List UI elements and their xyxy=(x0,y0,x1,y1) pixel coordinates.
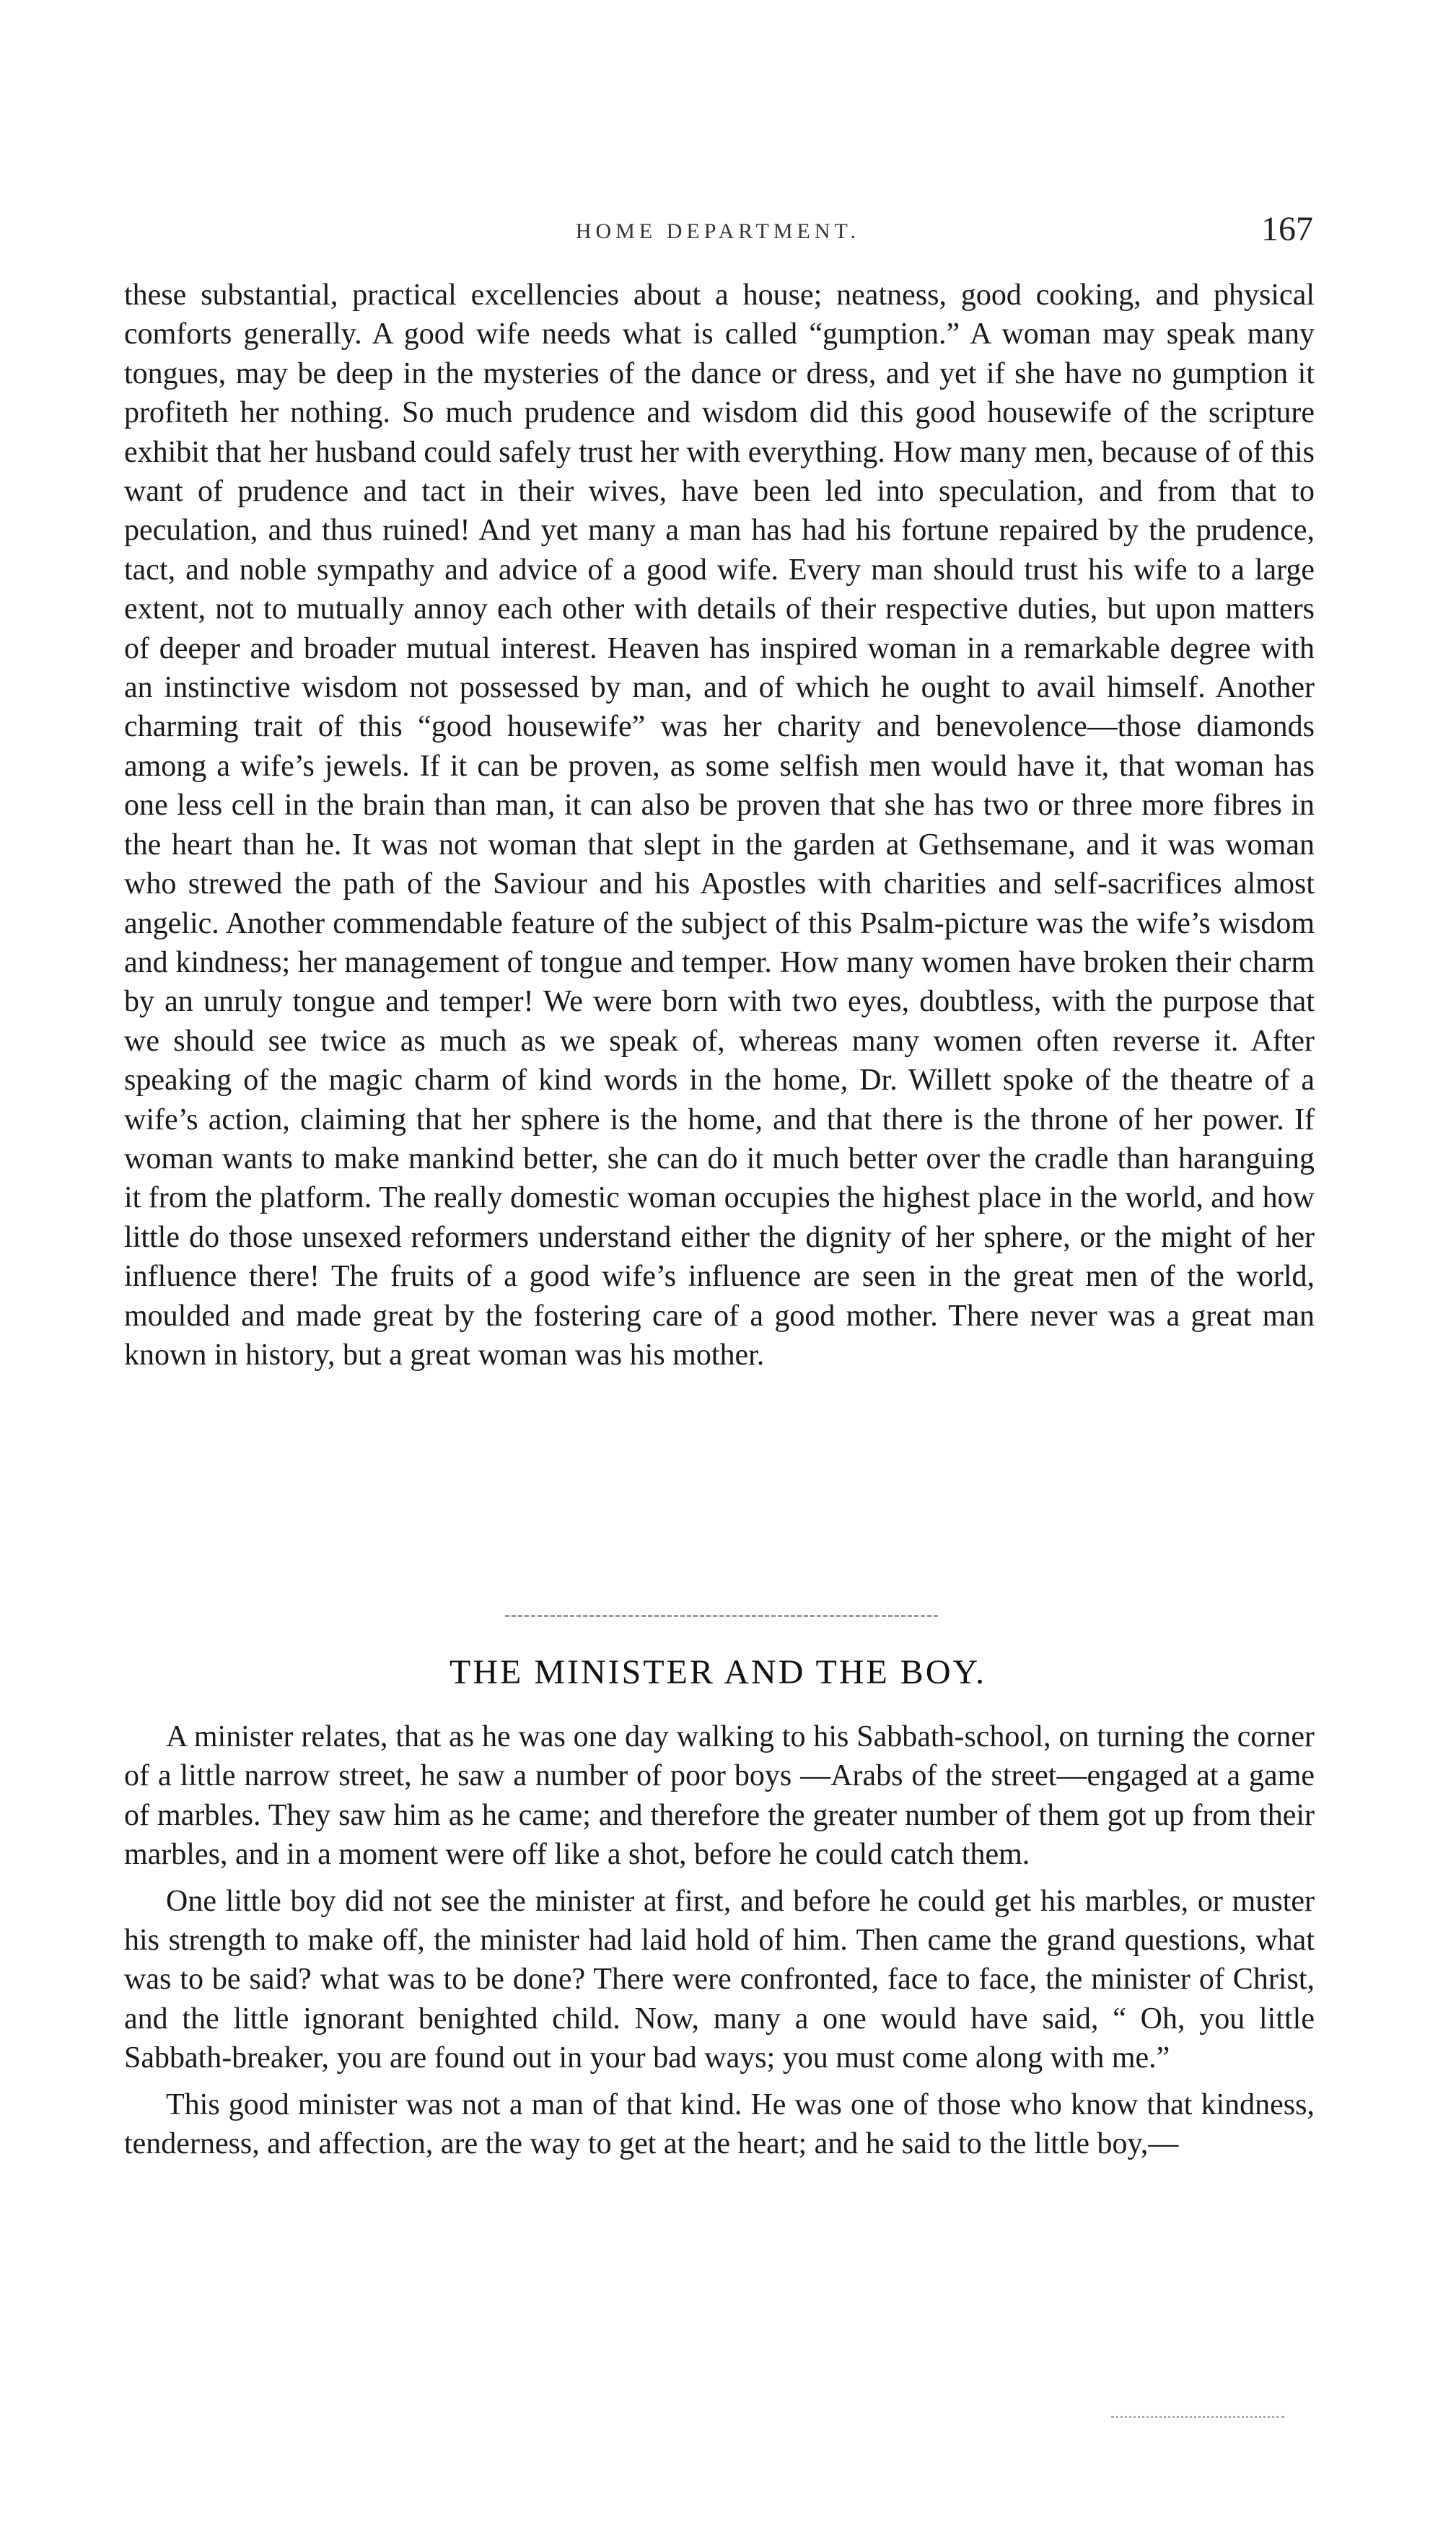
print-smudge xyxy=(1111,2416,1284,2418)
page-number: 167 xyxy=(1261,210,1313,248)
section-divider xyxy=(505,1615,938,1617)
running-title: HOME DEPARTMENT. xyxy=(575,219,861,243)
section-title: THE MINISTER AND THE BOY. xyxy=(449,1653,986,1691)
section-paragraph-3: This good minister was not a man of that kind. He was one of those who know that kindness, tenderness, and affection, are the way to get at the heart; and he said to the little boy,— xyxy=(124,2088,1315,2161)
section-body xyxy=(124,1717,1315,2163)
running-head xyxy=(123,209,1313,253)
section-paragraph-2: One little boy did not see the minister at first, and before he could get his marbles, or muster his strength to make off, the minister had laid hold of him. Then came the grand questions, what was to be said? what was to be done? There were confronted, face to face, the minister of Christ, and the little ignorant benighted child. Now, many a one would have said, “ Oh, you little Sabbath-breaker, you are found out in your bad ways; you must come along with me.” xyxy=(124,1884,1315,2075)
article-paragraph: these substantial, practical excellencies about a house; neatness, good cooking, and physical comforts generally. A good wife needs what is called “gumption.” A woman may speak many tongues, may be deep in the mysteries of the dance or dress, and yet if she have no gumption it profiteth her nothing. So much prudence and wisdom did this good housewife of the scripture exhibit that her husband could safely trust her with everything. How many men, because of of this want of prudence and tact in their wives, have been led into speculation, and from that to peculation, and thus ruined! And yet many a man has had his fortune repaired by the prudence, tact, and noble sympathy and advice of a good wife. Every man should trust his wife to a large extent, not to mutually annoy each other with details of their respective duties, but upon matters of deeper and broader mutual interest. Heaven has inspired woman in a remarkable degree with an instinctive wisdom not possessed by man, and of which he ought to avail himself. Another charming trait of this “good housewife” was her charity and benevolence—those diamonds among a wife’s jewels. If it can be proven, as some selfish men would have it, that woman has one less cell in the brain than man, it can also be proven that she has two or three more fibres in the heart than he. It was not woman that slept in the garden at Gethsemane, and it was woman who strewed the path of the Saviour and his Apostles with charities and self-sacrifices almost angelic. Another commendable feature of the subject of this Psalm-picture was the wife’s wisdom and kindness; her management of tongue and temper. How many women have broken their charm by an unruly tongue and temper! We were born with two eyes, doubtless, with the purpose that we should see twice as much as we speak of, whereas many women often reverse it. After speaking of the magic charm of kind words in the home, Dr. Willett spoke of the theatre of a wife’s action, claiming that her sphere is the home, and that there is the throne of her power. If woman wants to make mankind better, she can do it much better over the cradle than haranguing it from the platform. The really domestic woman occupies the highest place in the world, and how little do those unsexed reformers understand either the dignity of her sphere, or the might of her influence there! The fruits of a good wife’s influence are seen in the great men of the world, moulded and made great by the fostering care of a good mother. There never was a great man known in history, but a great woman was his mother. xyxy=(124,279,1315,1372)
article-body xyxy=(124,276,1315,1375)
section-paragraph-1: A minister relates, that as he was one day walking to his Sabbath-school, on turning the corner of a little narrow street, he saw a number of poor boys —Arabs of the street—engaged at a game of marbles. They saw him as he came; and therefore the greater number of them got up from their marbles, and in a moment were off like a shot, before he could catch them. xyxy=(124,1720,1315,1872)
